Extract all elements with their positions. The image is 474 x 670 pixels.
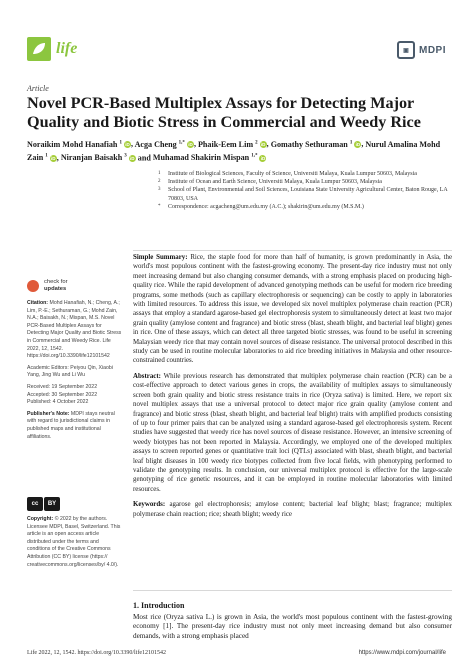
author: Noraikim Mohd Hanafiah $^1$ iD [27,139,130,149]
footer-journal-link[interactable]: https://www.mdpi.com/journal/life [358,650,446,656]
abstract: Abstract: While previous research has demonstrated that multiplex polymerase chain reaction (PCR) can be a cost-effective approach to detect various genes in crops, the availability of multiplex assays to simultaneously screen both grain quality and biotic stress resistance traits in rice (Oryza sativa) is limited. Here, we report six novel multiplex assays that use a universal protocol to detect major rice grain quality (amylose content and fragrance) and biotic stress (blast, sheath blight, and bacterial leaf blight) traits with amplified products consisting of up to four primer pairs that can be analyzed using a standard agarose-based gel electrophoresis system. Recent studies have suggested that weedy rice has novel sources of disease resistance. However, an intensive screening of weedy biotypes has not been reported in Malaysia. Accordingly, we employed one of the developed multiplex assays to screen reported genes or quantitative trait loci (QTLs) associated with blast, sheath blight, and bacterial leaf blight diseases in 100 weedy rice biotypes collected from five local fields, with phenotyping performed to validate the genotyping results. In conclusion, our universal multiplex protocol is effective for the large-scale genotyping of rice genetic resources, and it can be employed in routine molecular laboratories with limited resources. [133,372,452,493]
author: Muhamad Shakirin Mispan $^{1,*}$ iD [152,153,266,163]
life-journal-logo [27,37,51,61]
published-date: Published: 4 October 2022 [27,399,89,406]
orcid-icon[interactable]: iD [130,156,135,162]
check-updates-icon [27,280,39,292]
divider [133,250,452,251]
orcid-icon[interactable]: iD [260,142,266,148]
author: Acga Cheng $^{1,*}$ iD [134,139,193,149]
orcid-icon[interactable]: iD [188,142,193,148]
accepted-date: Accepted: 30 September 2022 [27,391,98,398]
cc-icon: cc [27,497,43,511]
sidebar [27,300,123,441]
simple-summary: Simple Summary: Rice, the staple food for more than half of humanity, is grown predominantly in Asia, the world's most populous continent with the fastest-growing economy. The present-day rice industry must not only meet increasing demand but also changing consumer demands, with a strong emphasis placed on producing high-quality rice. While the rapid development of advanced genotyping methods can be useful for modern rice breeding programs, some methods (such as capillary electrophoresis or sequencing) can be costly to apply in laboratories with limited resources. To address this issue, we developed six novel multiplex polymerase chain reaction (PCR) assays that employ a standard agarose-based gel electrophoresis system to simultaneously detect at least two major grain quality (amylose content and fragrance) and biotic stress (blast, sheath blight, and bacterial leaf blight) genes in rice. One of these assays, which can detect all three targeted biotic stresses, was found to be useful in screening Malaysian weedy rice that may contain novel sources of disease resistance. The universal protocol described in this study can be used in routine molecular laboratories to aid rice breeding initiatives in Malaysia and other resource-constrained countries. [133,254,452,365]
publisher-name: MDPI [419,44,446,56]
mdpi-mark-icon: ▣ [397,41,415,59]
affiliation-item: 1 Institute of Biological Sciences, Faculty of Science, Universiti Malaya, Kuala Lumpur 50603, Malaysia [158,171,417,177]
author: Nurul Amalina Mohd Zain $^1$ iD [27,139,441,163]
publisher-note: Publisher's Note: MDPI stays neutral with regard to jurisdictional claims in published maps and institutional affiliations. [27,410,115,440]
author: Phaik-Eem Lim $^2$ iD [197,139,266,149]
copyright-note: Copyright: © 2022 by the authors. Licensee MDPI, Basel, Switzerland. This article is an open access article distributed under the terms and conditions of the Creative Commons Attribution (CC BY) license (https:// creativecommons.org/licenses/by/ 4.0/). [27,516,121,568]
orcid-icon[interactable]: iD [260,156,266,162]
orcid-icon[interactable]: iD [125,142,130,148]
check-updates-line2: updates [44,285,67,292]
affiliation-item: * Correspondence: acgacheng@um.edu.my (A.C.); shakirin@um.edu.my (M.S.M.) [158,203,364,210]
author: Niranjan Baisakh $^3$ iD [60,153,135,163]
orcid-icon[interactable]: iD [51,156,56,162]
check-updates-line1: check for [44,279,68,285]
orcid-icon[interactable]: iD [355,142,361,148]
affiliation-item: 3 School of Plant, Environmental and Soil Sciences, Louisiana State University Agricultural Center, Baton Rouge, LA 70803, USA [158,187,448,202]
by-icon: BY [44,497,60,511]
cc-license-badge[interactable] [27,497,60,511]
divider [133,590,452,591]
footer-citation: Life 2022, 12, 1542. https://doi.org/10.3390/life12101542 [27,650,167,656]
received-date: Received: 19 September 2022 [27,383,98,390]
paper-title: Novel PCR-Based Multiplex Assays for Detecting Major Quality and Biotic Stress in Commercial and Weedy Rice [27,94,421,131]
article-type: Article [27,84,49,93]
keywords: Keywords: agarose gel electrophoresis; amylose content; bacterial leaf blight; blast; fragrance; multiplex polymerase chain reaction; rice; sheath blight; weedy rice [133,501,452,518]
author-list: Noraikim Mohd Hanafiah $^1$ iD, Acga Cheng $^{1,*}$ iD, Phaik-Eem Lim $^2$ iD, Gomathy Sethuraman $^1$ iD, Nurul Amalina Mohd Zain $^1$ iD, Niranjan Baisakh $^3$ iD and Muhamad Shakirin Mispan $^{1,*}$ iD [27,139,441,163]
check-updates-button[interactable] [27,279,68,292]
introduction-text: Most rice (Oryza sativa L.) is grown in Asia, the world's most populous continent with the fastest-growing economy [1]. The present-day rice industry must not only meet increasing demand but also consumer demands, with a strong emphasis placed [133,613,452,640]
affiliation-list [158,170,458,211]
citation: Citation: Mohd Hanafiah, N.; Cheng, A.; Lim, P.-E.; Sethuraman, G.; Mohd Zain, N.A.; Baisakh, N.; Mispan, M.S. Novel PCR-Based Multiplex Assays for Detecting Major Quality and Biotic Stress in Commercial and Weedy Rice. Life 2022, 12, 1542. https://doi.org/10.3390/life12101542 [27,300,122,360]
section-heading: 1. Introduction [133,601,185,610]
academic-editors: Academic Editors: Peiyou Qin, Xiaobi Yang, Jing Wu and Li Wu [27,364,113,379]
journal-name: life [56,40,78,57]
publisher-logo [397,41,446,59]
main-column [133,253,452,525]
affiliation-item: 2 Institute of Ocean and Earth Science, Universiti Malaya, Kuala Lumpur 50603, Malaysia [158,179,382,186]
author: Gomathy Sethuraman $^1$ iD [270,139,361,149]
